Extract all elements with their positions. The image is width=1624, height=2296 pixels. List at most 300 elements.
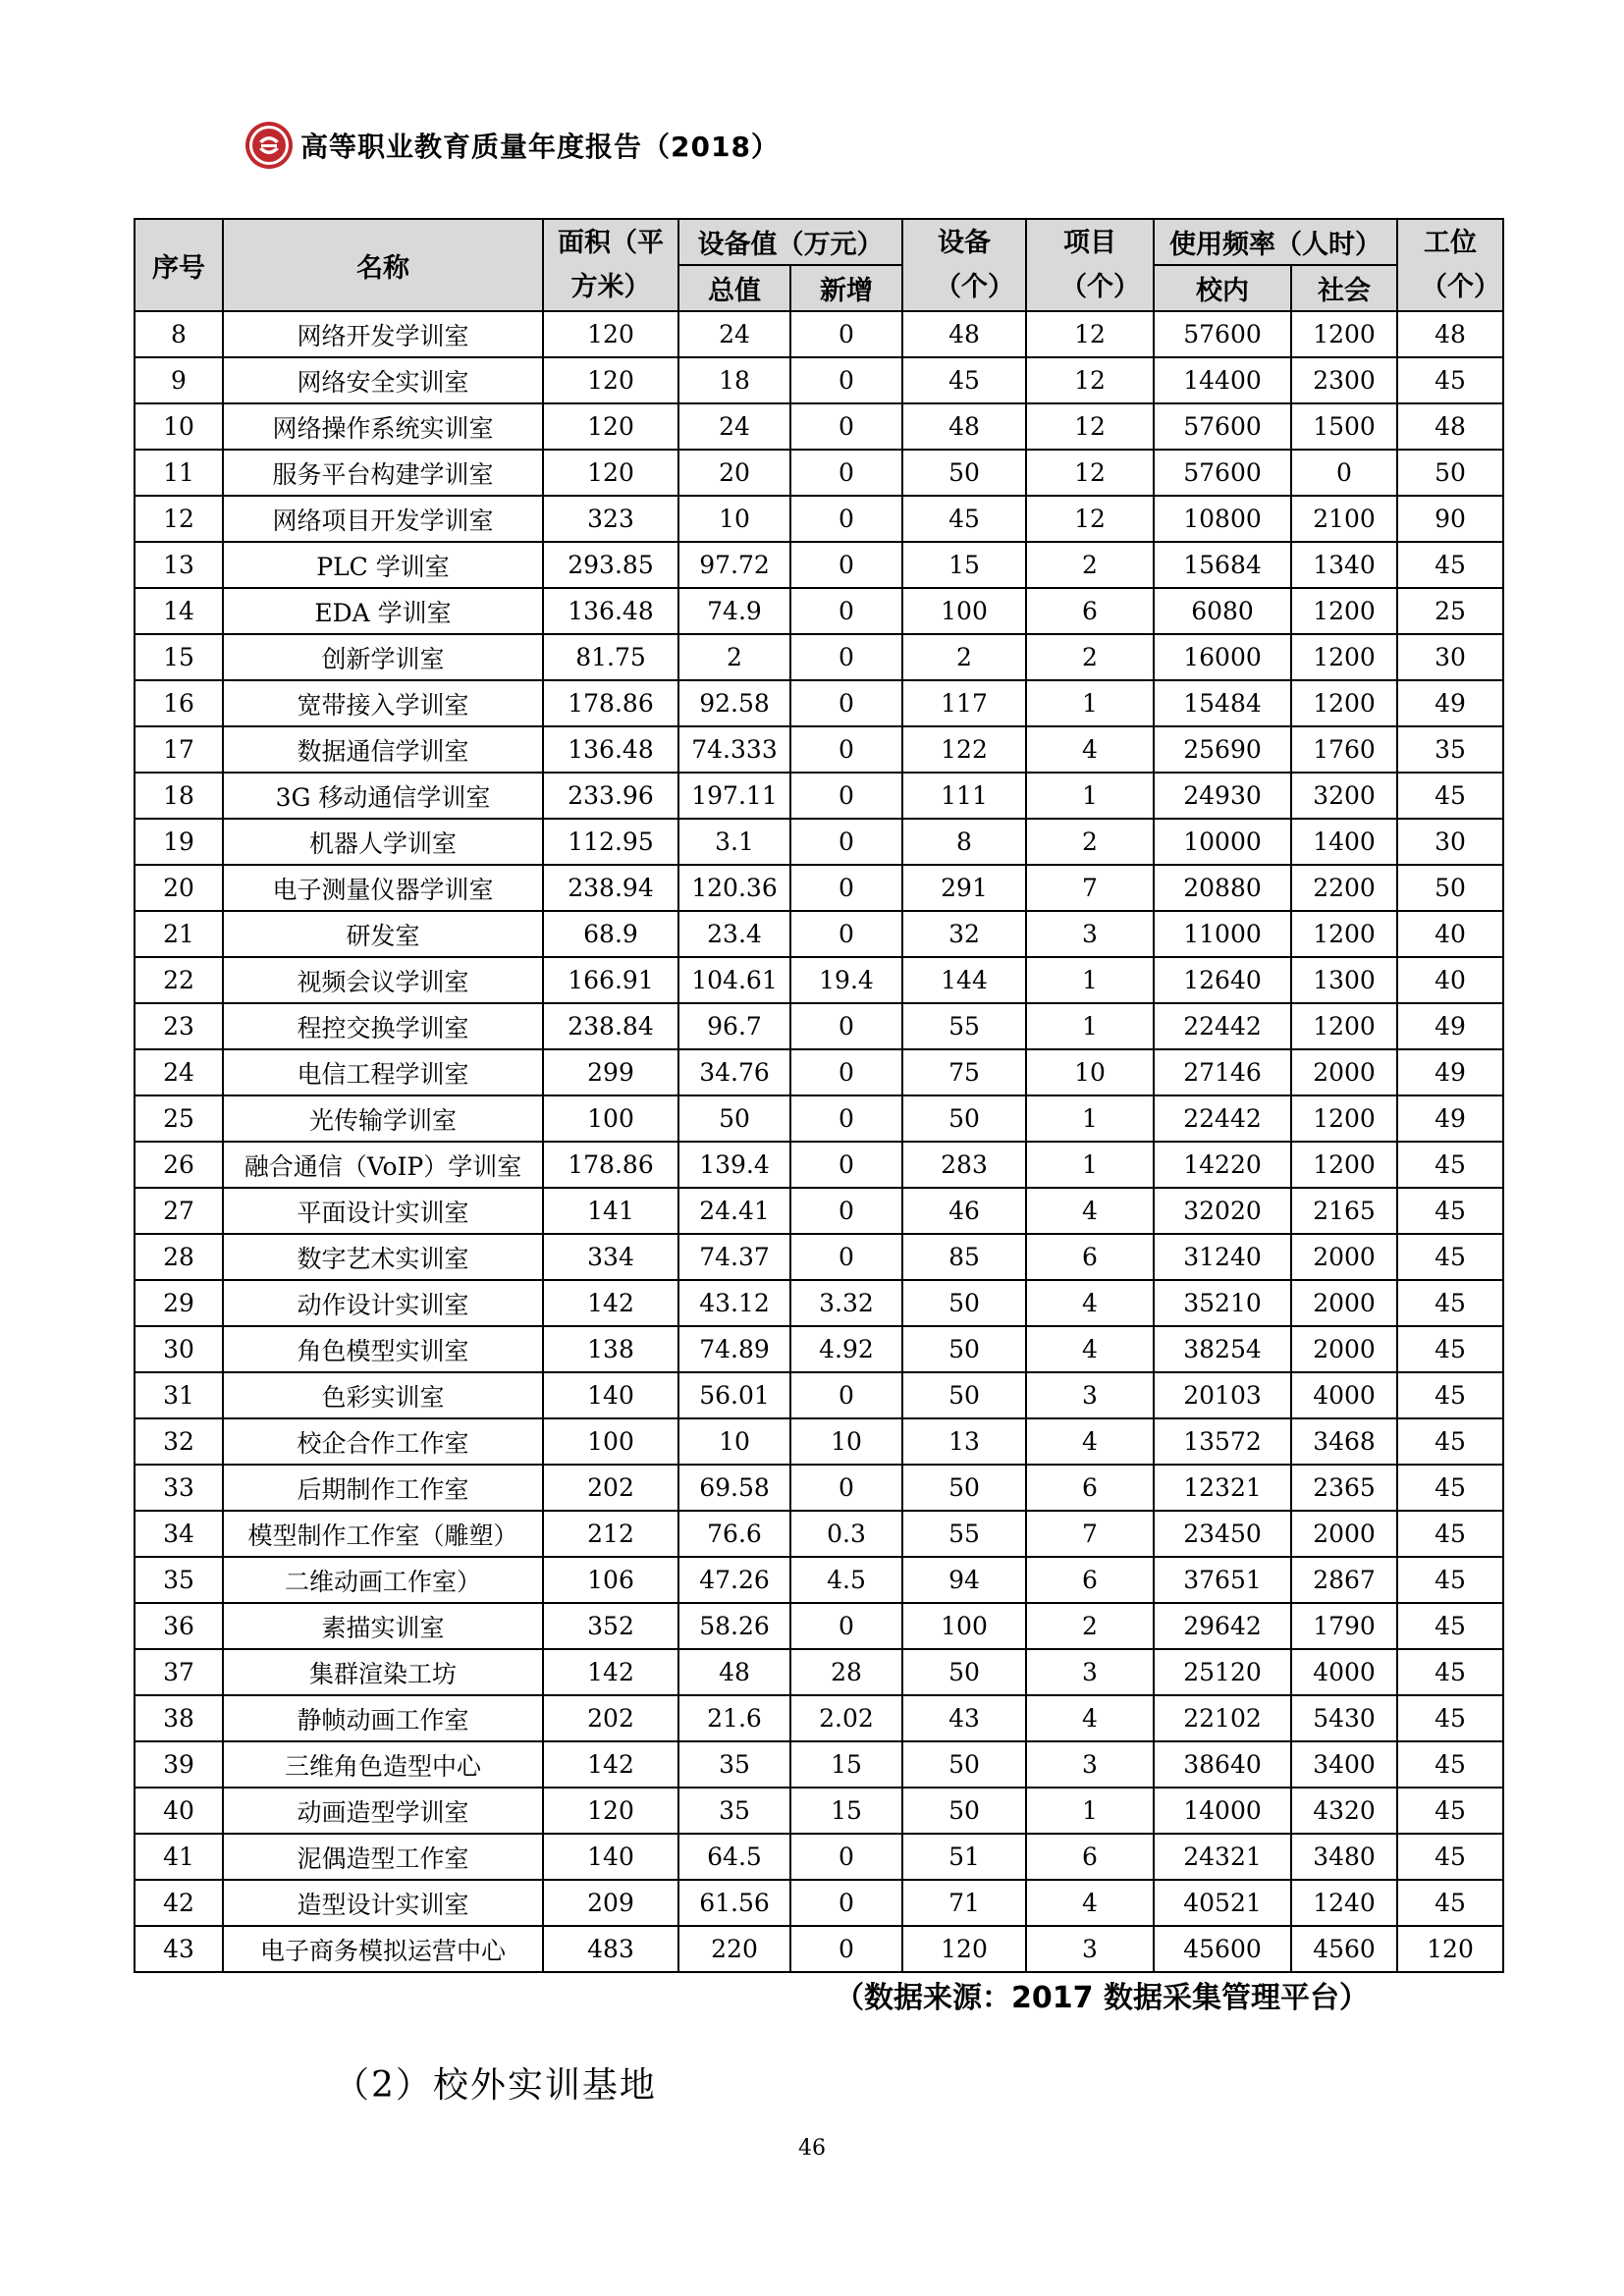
cell-seq: 35	[135, 1557, 223, 1603]
cell-social: 2867	[1291, 1557, 1397, 1603]
cell-equip-count: 50	[902, 1741, 1026, 1788]
table-row	[135, 634, 1503, 680]
table-row	[135, 819, 1503, 865]
cell-equip-count: 45	[902, 496, 1026, 542]
table-row	[135, 1372, 1503, 1418]
cell-projects: 1	[1026, 680, 1154, 726]
header-projects-text: 项目（个）	[1060, 228, 1140, 302]
cell-new: 0	[790, 1142, 902, 1188]
cell-stations: 45	[1397, 1788, 1503, 1834]
cell-seq: 25	[135, 1095, 223, 1142]
cell-new: 0	[790, 450, 902, 496]
cell-on-campus: 22442	[1154, 1095, 1291, 1142]
header-seq: 序号	[135, 219, 223, 311]
cell-total: 76.6	[678, 1511, 790, 1557]
cell-stations: 45	[1397, 1234, 1503, 1280]
cell-stations: 45	[1397, 1603, 1503, 1649]
cell-area: 120	[543, 1788, 678, 1834]
cell-projects: 4	[1026, 1280, 1154, 1326]
cell-social: 2000	[1291, 1326, 1397, 1372]
cell-seq: 17	[135, 726, 223, 773]
cell-new: 0	[790, 1234, 902, 1280]
cell-area: 138	[543, 1326, 678, 1372]
cell-projects: 6	[1026, 588, 1154, 634]
cell-projects: 3	[1026, 1926, 1154, 1972]
cell-projects: 6	[1026, 1557, 1154, 1603]
cell-area: 483	[543, 1926, 678, 1972]
cell-social: 2200	[1291, 865, 1397, 911]
cell-stations: 90	[1397, 496, 1503, 542]
cell-on-campus: 40521	[1154, 1880, 1291, 1926]
cell-stations: 45	[1397, 1280, 1503, 1326]
cell-projects: 7	[1026, 865, 1154, 911]
cell-on-campus: 10000	[1154, 819, 1291, 865]
cell-name: 3G 移动通信学训室	[223, 773, 543, 819]
cell-on-campus: 11000	[1154, 911, 1291, 957]
cell-total: 64.5	[678, 1834, 790, 1880]
cell-area: 352	[543, 1603, 678, 1649]
cell-seq: 43	[135, 1926, 223, 1972]
cell-area: 136.48	[543, 588, 678, 634]
cell-name: 网络开发学训室	[223, 311, 543, 357]
cell-equip-count: 75	[902, 1049, 1026, 1095]
cell-equip-count: 283	[902, 1142, 1026, 1188]
cell-projects: 4	[1026, 726, 1154, 773]
cell-seq: 32	[135, 1418, 223, 1465]
table-row	[135, 1465, 1503, 1511]
cell-projects: 1	[1026, 1095, 1154, 1142]
cell-social: 5430	[1291, 1695, 1397, 1741]
table-row	[135, 1418, 1503, 1465]
cell-total: 2	[678, 634, 790, 680]
cell-social: 4000	[1291, 1372, 1397, 1418]
cell-on-campus: 57600	[1154, 311, 1291, 357]
cell-total: 74.333	[678, 726, 790, 773]
cell-name: 数据通信学训室	[223, 726, 543, 773]
cell-new: 0	[790, 911, 902, 957]
cell-new: 0	[790, 773, 902, 819]
cell-seq: 23	[135, 1003, 223, 1049]
cell-on-campus: 37651	[1154, 1557, 1291, 1603]
cell-new: 4.92	[790, 1326, 902, 1372]
cell-name: 素描实训室	[223, 1603, 543, 1649]
cell-projects: 6	[1026, 1834, 1154, 1880]
cell-stations: 45	[1397, 1649, 1503, 1695]
cell-social: 1200	[1291, 680, 1397, 726]
cell-total: 50	[678, 1095, 790, 1142]
table-row	[135, 1049, 1503, 1095]
cell-name: 动画造型学训室	[223, 1788, 543, 1834]
cell-projects: 3	[1026, 911, 1154, 957]
cell-on-campus: 25690	[1154, 726, 1291, 773]
header-usage: 使用频率（人时）	[1154, 219, 1397, 265]
section-heading: （2）校外实训基地	[334, 2065, 657, 2106]
cell-name: 电信工程学训室	[223, 1049, 543, 1095]
cell-name: 程控交换学训室	[223, 1003, 543, 1049]
cell-name: 泥偶造型工作室	[223, 1834, 543, 1880]
cell-social: 4000	[1291, 1649, 1397, 1695]
cell-social: 2365	[1291, 1465, 1397, 1511]
source-note: （数据来源：2017 数据采集管理平台）	[835, 1981, 1369, 2015]
header-stations	[1397, 219, 1503, 311]
cell-seq: 28	[135, 1234, 223, 1280]
cell-area: 299	[543, 1049, 678, 1095]
cell-new: 15	[790, 1788, 902, 1834]
cell-on-campus: 16000	[1154, 634, 1291, 680]
cell-seq: 15	[135, 634, 223, 680]
cell-social: 1200	[1291, 588, 1397, 634]
cell-name: 色彩实训室	[223, 1372, 543, 1418]
cell-new: 0	[790, 1003, 902, 1049]
cell-social: 2000	[1291, 1511, 1397, 1557]
header-projects	[1026, 219, 1154, 311]
cell-projects: 4	[1026, 1418, 1154, 1465]
cell-total: 96.7	[678, 1003, 790, 1049]
cell-on-campus: 32020	[1154, 1188, 1291, 1234]
header-on-campus: 校内	[1154, 265, 1291, 311]
cell-name: 电子测量仪器学训室	[223, 865, 543, 911]
cell-area: 68.9	[543, 911, 678, 957]
cell-new: 0	[790, 496, 902, 542]
cell-social: 2165	[1291, 1188, 1397, 1234]
cell-total: 21.6	[678, 1695, 790, 1741]
cell-area: 233.96	[543, 773, 678, 819]
cell-equip-count: 48	[902, 311, 1026, 357]
cell-on-campus: 57600	[1154, 403, 1291, 450]
cell-projects: 1	[1026, 1788, 1154, 1834]
cell-on-campus: 38640	[1154, 1741, 1291, 1788]
cell-equip-count: 45	[902, 357, 1026, 403]
cell-total: 92.58	[678, 680, 790, 726]
cell-stations: 45	[1397, 1188, 1503, 1234]
report-title: 高等职业教育质量年度报告（2018）	[300, 131, 780, 163]
table-row	[135, 773, 1503, 819]
cell-equip-count: 48	[902, 403, 1026, 450]
cell-on-campus: 14000	[1154, 1788, 1291, 1834]
cell-on-campus: 14220	[1154, 1142, 1291, 1188]
cell-stations: 48	[1397, 311, 1503, 357]
header-total: 总值	[678, 265, 790, 311]
cell-equip-count: 94	[902, 1557, 1026, 1603]
table-row	[135, 1557, 1503, 1603]
table-row	[135, 450, 1503, 496]
cell-area: 142	[543, 1741, 678, 1788]
cell-new: 0	[790, 1603, 902, 1649]
cell-on-campus: 22102	[1154, 1695, 1291, 1741]
cell-name: 电子商务模拟运营中心	[223, 1926, 543, 1972]
cell-new: 2.02	[790, 1695, 902, 1741]
cell-area: 140	[543, 1834, 678, 1880]
cell-social: 1200	[1291, 1095, 1397, 1142]
cell-area: 81.75	[543, 634, 678, 680]
cell-social: 1340	[1291, 542, 1397, 588]
cell-area: 238.94	[543, 865, 678, 911]
cell-on-campus: 38254	[1154, 1326, 1291, 1372]
cell-on-campus: 10800	[1154, 496, 1291, 542]
cell-equip-count: 85	[902, 1234, 1026, 1280]
cell-new: 0	[790, 1465, 902, 1511]
table-row	[135, 1142, 1503, 1188]
cell-social: 1300	[1291, 957, 1397, 1003]
cell-name: 二维动画工作室）	[223, 1557, 543, 1603]
header-equip-count	[902, 219, 1026, 311]
table-row	[135, 1926, 1503, 1972]
cell-equip-count: 71	[902, 1880, 1026, 1926]
cell-name: 造型设计实训室	[223, 1880, 543, 1926]
cell-stations: 45	[1397, 1326, 1503, 1372]
cell-total: 97.72	[678, 542, 790, 588]
cell-total: 10	[678, 496, 790, 542]
cell-area: 100	[543, 1095, 678, 1142]
cell-stations: 120	[1397, 1926, 1503, 1972]
cell-projects: 12	[1026, 450, 1154, 496]
cell-total: 24	[678, 311, 790, 357]
table-row	[135, 403, 1503, 450]
cell-total: 35	[678, 1788, 790, 1834]
table-row	[135, 1095, 1503, 1142]
cell-equip-count: 13	[902, 1418, 1026, 1465]
cell-social: 4560	[1291, 1926, 1397, 1972]
cell-stations: 50	[1397, 865, 1503, 911]
table-row	[135, 1188, 1503, 1234]
cell-projects: 2	[1026, 634, 1154, 680]
cell-equip-count: 51	[902, 1834, 1026, 1880]
cell-social: 1240	[1291, 1880, 1397, 1926]
cell-seq: 12	[135, 496, 223, 542]
cell-new: 0	[790, 1926, 902, 1972]
cell-seq: 24	[135, 1049, 223, 1095]
cell-new: 19.4	[790, 957, 902, 1003]
lab-facilities-table	[134, 218, 1504, 1973]
cell-projects: 3	[1026, 1649, 1154, 1695]
cell-area: 106	[543, 1557, 678, 1603]
cell-on-campus: 35210	[1154, 1280, 1291, 1326]
header-area	[543, 219, 678, 311]
header-social: 社会	[1291, 265, 1397, 311]
cell-name: 集群渲染工坊	[223, 1649, 543, 1695]
cell-social: 1200	[1291, 911, 1397, 957]
cell-on-campus: 24930	[1154, 773, 1291, 819]
cell-seq: 38	[135, 1695, 223, 1741]
cell-name: 数字艺术实训室	[223, 1234, 543, 1280]
cell-total: 34.76	[678, 1049, 790, 1095]
cell-social: 0	[1291, 450, 1397, 496]
cell-area: 136.48	[543, 726, 678, 773]
cell-total: 18	[678, 357, 790, 403]
cell-equip-count: 8	[902, 819, 1026, 865]
cell-equip-count: 55	[902, 1511, 1026, 1557]
cell-new: 4.5	[790, 1557, 902, 1603]
cell-equip-count: 144	[902, 957, 1026, 1003]
cell-seq: 14	[135, 588, 223, 634]
cell-stations: 45	[1397, 1557, 1503, 1603]
cell-stations: 45	[1397, 1834, 1503, 1880]
cell-name: 后期制作工作室	[223, 1465, 543, 1511]
cell-name: 平面设计实训室	[223, 1188, 543, 1234]
table-row	[135, 1326, 1503, 1372]
cell-stations: 35	[1397, 726, 1503, 773]
cell-total: 74.37	[678, 1234, 790, 1280]
cell-seq: 34	[135, 1511, 223, 1557]
cell-new: 0	[790, 1834, 902, 1880]
cell-name: 研发室	[223, 911, 543, 957]
cell-projects: 12	[1026, 403, 1154, 450]
table-row	[135, 357, 1503, 403]
cell-social: 3400	[1291, 1741, 1397, 1788]
cell-seq: 31	[135, 1372, 223, 1418]
cell-equip-count: 32	[902, 911, 1026, 957]
cell-area: 178.86	[543, 680, 678, 726]
cell-on-campus: 15684	[1154, 542, 1291, 588]
cell-new: 0	[790, 311, 902, 357]
cell-total: 43.12	[678, 1280, 790, 1326]
cell-total: 120.36	[678, 865, 790, 911]
cell-name: 视频会议学训室	[223, 957, 543, 1003]
cell-stations: 45	[1397, 542, 1503, 588]
cell-equip-count: 111	[902, 773, 1026, 819]
cell-new: 3.32	[790, 1280, 902, 1326]
cell-name: 角色模型实训室	[223, 1326, 543, 1372]
school-emblem-icon	[244, 120, 295, 171]
cell-seq: 8	[135, 311, 223, 357]
cell-equip-count: 46	[902, 1188, 1026, 1234]
cell-projects: 6	[1026, 1234, 1154, 1280]
cell-on-campus: 12640	[1154, 957, 1291, 1003]
cell-new: 0	[790, 357, 902, 403]
report-header	[244, 116, 780, 175]
cell-total: 69.58	[678, 1465, 790, 1511]
cell-on-campus: 13572	[1154, 1418, 1291, 1465]
cell-total: 47.26	[678, 1557, 790, 1603]
cell-stations: 45	[1397, 1880, 1503, 1926]
table-row	[135, 1280, 1503, 1326]
cell-stations: 50	[1397, 450, 1503, 496]
cell-area: 293.85	[543, 542, 678, 588]
cell-area: 212	[543, 1511, 678, 1557]
cell-social: 1790	[1291, 1603, 1397, 1649]
cell-new: 0	[790, 1095, 902, 1142]
cell-area: 323	[543, 496, 678, 542]
cell-on-campus: 12321	[1154, 1465, 1291, 1511]
cell-seq: 11	[135, 450, 223, 496]
cell-stations: 45	[1397, 1465, 1503, 1511]
cell-on-campus: 15484	[1154, 680, 1291, 726]
cell-social: 2100	[1291, 496, 1397, 542]
cell-social: 1500	[1291, 403, 1397, 450]
cell-seq: 22	[135, 957, 223, 1003]
cell-total: 3.1	[678, 819, 790, 865]
table-row	[135, 865, 1503, 911]
table-row	[135, 1788, 1503, 1834]
cell-on-campus: 31240	[1154, 1234, 1291, 1280]
cell-equip-count: 50	[902, 1326, 1026, 1372]
cell-on-campus: 27146	[1154, 1049, 1291, 1095]
cell-total: 48	[678, 1649, 790, 1695]
cell-name: 动作设计实训室	[223, 1280, 543, 1326]
cell-area: 140	[543, 1372, 678, 1418]
table-row	[135, 1234, 1503, 1280]
cell-projects: 1	[1026, 1142, 1154, 1188]
cell-social: 3468	[1291, 1418, 1397, 1465]
cell-new: 10	[790, 1418, 902, 1465]
cell-stations: 40	[1397, 957, 1503, 1003]
cell-name: PLC 学训室	[223, 542, 543, 588]
cell-area: 178.86	[543, 1142, 678, 1188]
cell-stations: 49	[1397, 680, 1503, 726]
cell-area: 202	[543, 1465, 678, 1511]
cell-stations: 45	[1397, 1142, 1503, 1188]
cell-new: 15	[790, 1741, 902, 1788]
cell-area: 202	[543, 1695, 678, 1741]
cell-new: 0	[790, 1049, 902, 1095]
table-row	[135, 957, 1503, 1003]
cell-area: 112.95	[543, 819, 678, 865]
cell-area: 238.84	[543, 1003, 678, 1049]
cell-seq: 20	[135, 865, 223, 911]
cell-equip-count: 50	[902, 1465, 1026, 1511]
cell-equip-count: 50	[902, 1372, 1026, 1418]
cell-name: 机器人学训室	[223, 819, 543, 865]
cell-area: 142	[543, 1649, 678, 1695]
cell-seq: 10	[135, 403, 223, 450]
cell-total: 104.61	[678, 957, 790, 1003]
header-area-text: 面积（平方米）	[558, 228, 664, 302]
table-row	[135, 496, 1503, 542]
cell-total: 74.89	[678, 1326, 790, 1372]
cell-new: 28	[790, 1649, 902, 1695]
cell-stations: 40	[1397, 911, 1503, 957]
table-row	[135, 1603, 1503, 1649]
cell-name: EDA 学训室	[223, 588, 543, 634]
cell-area: 334	[543, 1234, 678, 1280]
cell-equip-count: 50	[902, 450, 1026, 496]
cell-projects: 3	[1026, 1741, 1154, 1788]
cell-stations: 45	[1397, 773, 1503, 819]
cell-name: 网络项目开发学训室	[223, 496, 543, 542]
table-body	[135, 311, 1503, 1972]
cell-total: 20	[678, 450, 790, 496]
cell-new: 0	[790, 588, 902, 634]
cell-new: 0	[790, 403, 902, 450]
cell-equip-count: 50	[902, 1095, 1026, 1142]
header-new: 新增	[790, 265, 902, 311]
cell-stations: 30	[1397, 819, 1503, 865]
cell-new: 0	[790, 1372, 902, 1418]
table-row	[135, 1695, 1503, 1741]
cell-projects: 12	[1026, 496, 1154, 542]
cell-stations: 25	[1397, 588, 1503, 634]
cell-on-campus: 14400	[1154, 357, 1291, 403]
cell-area: 120	[543, 450, 678, 496]
cell-area: 166.91	[543, 957, 678, 1003]
cell-new: 0	[790, 726, 902, 773]
cell-social: 2300	[1291, 357, 1397, 403]
cell-stations: 45	[1397, 357, 1503, 403]
cell-new: 0	[790, 1880, 902, 1926]
cell-projects: 1	[1026, 773, 1154, 819]
cell-social: 1760	[1291, 726, 1397, 773]
cell-seq: 27	[135, 1188, 223, 1234]
table-row	[135, 1649, 1503, 1695]
cell-name: 网络安全实训室	[223, 357, 543, 403]
cell-seq: 26	[135, 1142, 223, 1188]
cell-name: 宽带接入学训室	[223, 680, 543, 726]
cell-projects: 4	[1026, 1326, 1154, 1372]
cell-stations: 48	[1397, 403, 1503, 450]
cell-social: 1200	[1291, 1003, 1397, 1049]
cell-seq: 40	[135, 1788, 223, 1834]
cell-projects: 4	[1026, 1188, 1154, 1234]
